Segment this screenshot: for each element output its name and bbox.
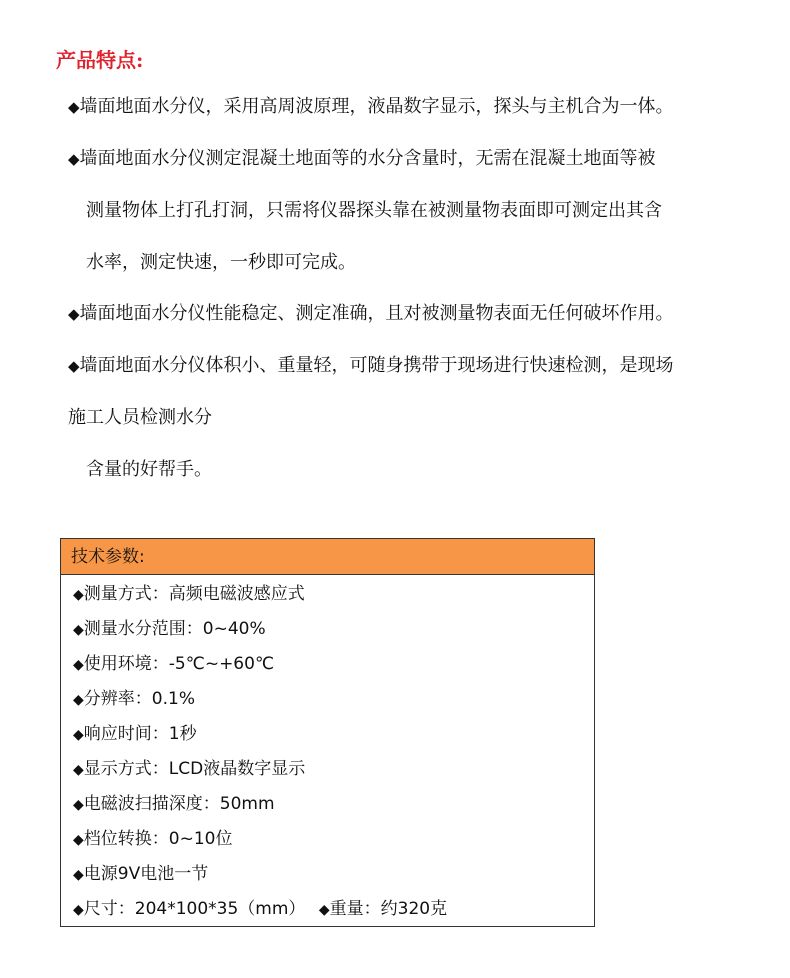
- tech-params-title: 技术参数:: [71, 547, 145, 567]
- diamond-bullet-icon: ◆: [73, 902, 84, 918]
- diamond-bullet-icon: ◆: [73, 622, 84, 638]
- param-text: 显示方式：LCD液晶数字显示: [83, 759, 306, 779]
- param-item: [73, 789, 275, 820]
- param-item: [73, 614, 266, 645]
- diamond-bullet-icon: ◆: [73, 797, 84, 813]
- param-text: 档位转换：0~10位: [83, 829, 233, 849]
- param-text: 电源9V电池一节: [83, 864, 209, 884]
- feature-item-4-line3: 含量的好帮手。: [86, 459, 212, 480]
- param-text: 测量方式：高频电磁波感应式: [83, 584, 305, 604]
- diamond-bullet-icon: ◆: [68, 150, 80, 168]
- diamond-bullet-icon: ◆: [73, 692, 84, 708]
- features-title: 产品特点:: [56, 48, 144, 72]
- diamond-bullet-icon: ◆: [68, 357, 80, 375]
- diamond-bullet-icon: ◆: [73, 727, 84, 743]
- param-text: 使用环境：-5℃~+60℃: [83, 654, 275, 674]
- feature-item-2-text-line1: 墙面地面水分仪测定混凝土地面等的水分含量时，无需在混凝土地面等被: [79, 148, 656, 169]
- param-item: [73, 754, 305, 785]
- diamond-bullet-icon: ◆: [73, 867, 84, 883]
- diamond-bullet-icon: ◆: [68, 98, 80, 116]
- param-item: [73, 684, 195, 715]
- feature-item-2: [68, 144, 656, 174]
- diamond-bullet-icon: ◆: [68, 305, 80, 323]
- param-text: 电磁波扫描深度：50mm: [83, 794, 275, 814]
- tech-params-box: [60, 538, 595, 927]
- param-item: [73, 649, 274, 680]
- diamond-bullet-icon: ◆: [73, 762, 84, 778]
- param-item: [73, 579, 305, 610]
- feature-item-1-text: 墙面地面水分仪，采用高周波原理，液晶数字显示，探头与主机合为一体。: [79, 96, 674, 117]
- param-item: [73, 859, 208, 890]
- param-text: 分辨率：0.1%: [83, 689, 195, 709]
- param-item: [73, 719, 197, 750]
- feature-item-3-text: 墙面地面水分仪性能稳定、测定准确，且对被测量物表面无任何破坏作用。: [79, 303, 674, 324]
- param-item: [73, 894, 447, 925]
- feature-item-2-line2: 测量物体上打孔打洞，只需将仪器探头靠在被测量物表面即可测定出其含: [86, 200, 662, 221]
- param-text: 测量水分范围：0~40%: [83, 619, 266, 639]
- feature-item-4-line2: 施工人员检测水分: [68, 407, 212, 428]
- diamond-bullet-icon: ◆: [73, 587, 84, 603]
- diamond-bullet-icon: ◆: [73, 832, 84, 848]
- param-text: 尺寸：204*100*35（mm）: [83, 899, 306, 919]
- feature-item-2-line3: 水率，测定快速，一秒即可完成。: [86, 252, 356, 273]
- feature-item-1: [68, 92, 674, 122]
- weight-text: 重量：约320克: [329, 899, 448, 919]
- param-item: [73, 824, 232, 855]
- param-text: 响应时间：1秒: [83, 724, 197, 744]
- diamond-bullet-icon: ◆: [73, 657, 84, 673]
- feature-item-4-text-line1: 墙面地面水分仪体积小、重量轻，可随身携带于现场进行快速检测，是现场: [79, 355, 674, 376]
- diamond-bullet-icon: ◆: [318, 902, 330, 918]
- tech-params-header: [61, 539, 594, 575]
- feature-item-3: [68, 299, 674, 329]
- feature-item-4: [68, 351, 674, 381]
